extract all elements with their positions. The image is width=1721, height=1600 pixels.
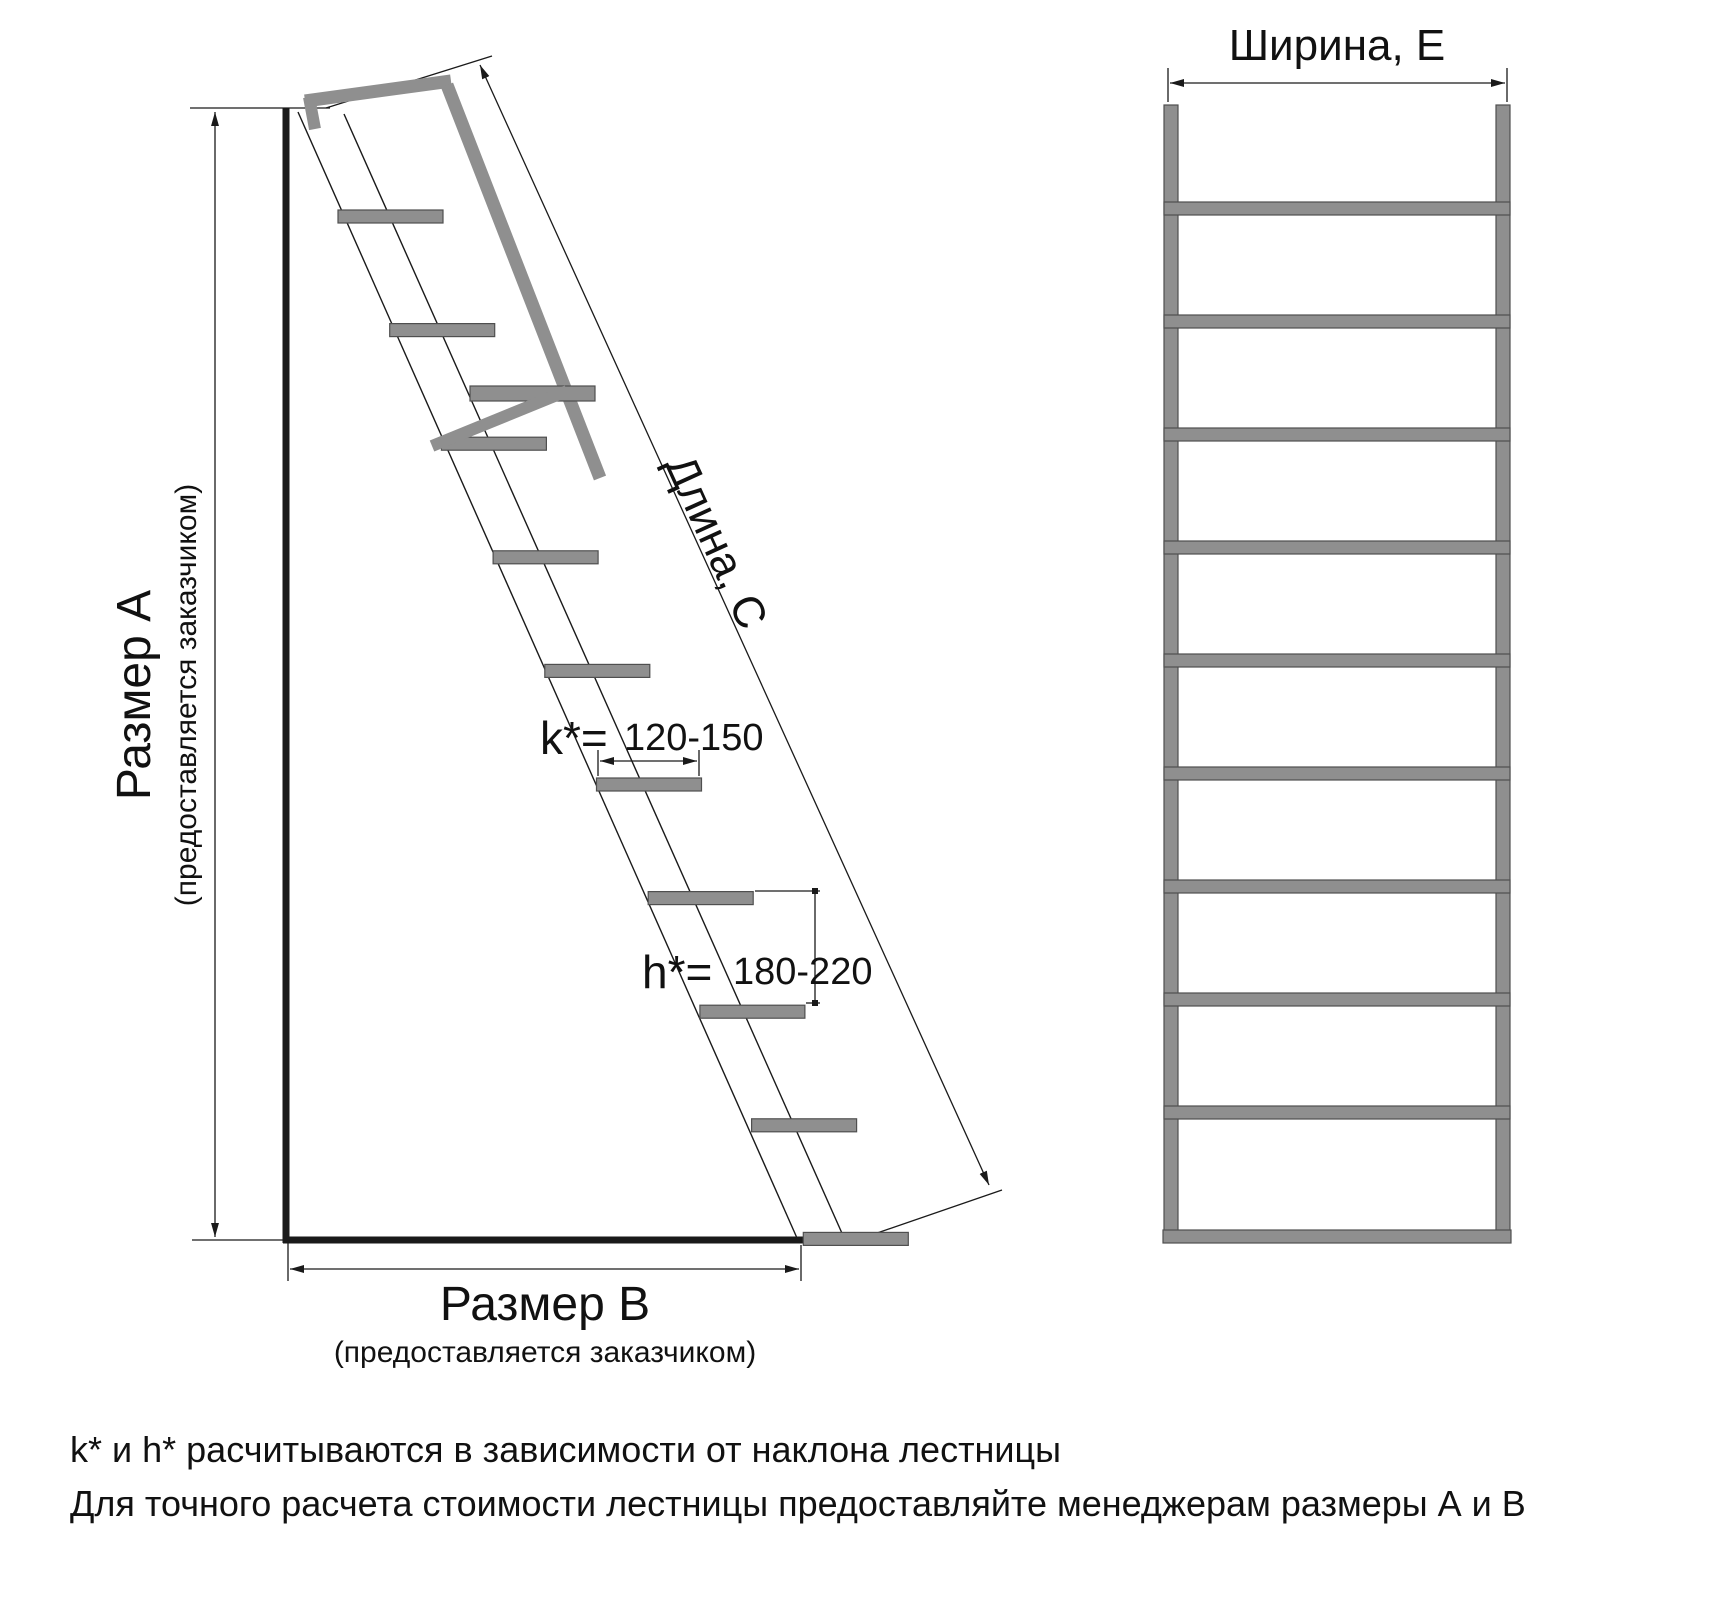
h-dimension-label: h*= — [642, 946, 713, 998]
ladder-bottom-cap — [1163, 1230, 1511, 1243]
ladder-rung — [1164, 993, 1510, 1006]
h-dimension-value: 180-220 — [733, 951, 873, 993]
ladder-rail-left — [1164, 105, 1178, 1232]
ladder-rung — [1164, 1106, 1510, 1119]
ladder-rung — [1164, 202, 1510, 215]
rungs-group — [1164, 202, 1510, 1119]
h-dim-tick-top — [812, 888, 818, 894]
ladder-rung — [1164, 767, 1510, 780]
step-bar — [338, 210, 443, 223]
step-bar — [752, 1119, 857, 1132]
footnotes — [70, 1429, 1526, 1524]
dim-a-subtitle: (предоставляется заказчиком) — [170, 483, 203, 907]
ladder-rung — [1164, 654, 1510, 667]
step-bar — [545, 664, 650, 677]
handrail-group — [305, 81, 600, 478]
handrail-rail — [447, 85, 600, 478]
top-view-diagram — [1163, 21, 1511, 1243]
handrail-top-bar — [305, 81, 451, 101]
ladder-rung — [1164, 428, 1510, 441]
k-dimension-label: k*= — [540, 712, 608, 764]
h-dim-tick-bottom — [812, 1000, 818, 1006]
step-bar — [597, 778, 702, 791]
ladder-rung — [1164, 315, 1510, 328]
step-bar — [648, 892, 753, 905]
side-view-diagram — [108, 56, 1002, 1369]
dim-a-label: Размер А — [108, 589, 161, 801]
ladder-rung — [1164, 880, 1510, 893]
ladder-rung — [1164, 541, 1510, 554]
ladder-rail-right — [1496, 105, 1510, 1232]
step-bar — [390, 324, 495, 337]
step-bar — [700, 1005, 805, 1018]
dim-b-label: Размер В — [439, 1278, 651, 1331]
dim-b-subtitle: (предоставляется заказчиком) — [333, 1336, 757, 1369]
step-bar — [493, 551, 598, 564]
footnote-line-2: Для точного расчета стоимости лестницы предоставляйте менеджерам размеры А и В — [70, 1483, 1526, 1524]
footnote-line-1: k* и h* расчитываются в зависимости от наклона лестницы — [70, 1429, 1062, 1470]
k-dimension-value: 120-150 — [624, 717, 764, 759]
width-e-label: Ширина, Е — [1228, 21, 1446, 70]
step-bar — [803, 1232, 908, 1245]
length-c-label: Длина, С — [655, 447, 777, 637]
